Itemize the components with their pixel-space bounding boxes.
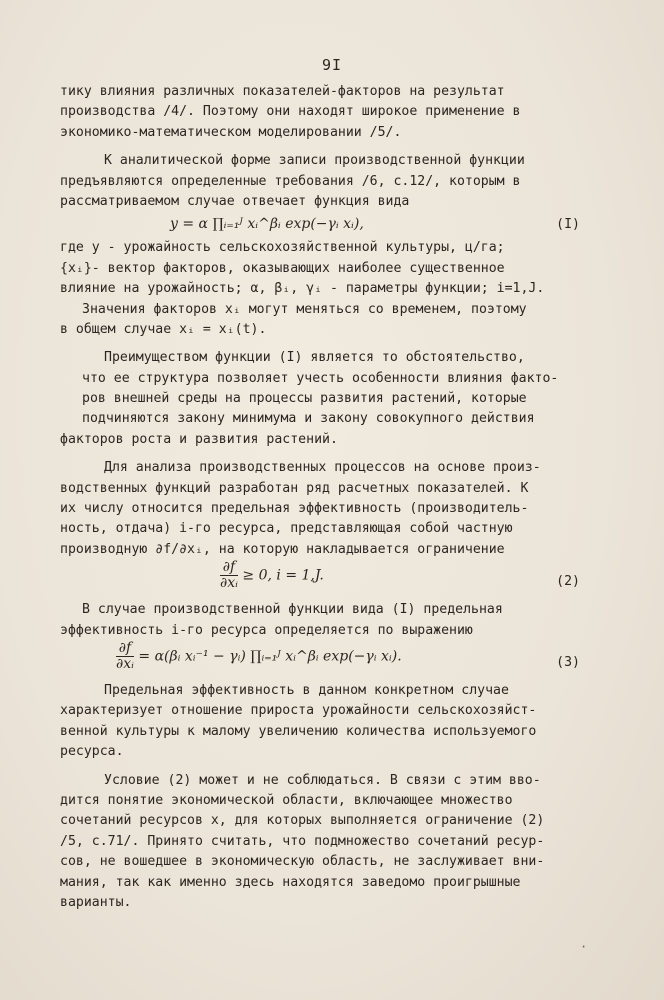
text-line: их числу относится предельная эффективность (производитель- (60, 501, 529, 517)
text-line: ность, отдача) i-го ресурса, представляющая собой частную (60, 521, 513, 537)
text-line: ров внешней среды на процессы развития растений, которые (82, 391, 527, 407)
text-line: эффективность i-го ресурса определяется по выражению (60, 622, 473, 638)
text-line: Условие (2) может и не соблюдаться. В связи с этим вво- (104, 772, 541, 788)
formula-1-expression: y = α ∏ᵢ₌₁ᴶ xᵢ^βᵢ exp(−γᵢ xᵢ), (170, 216, 364, 233)
text-line: что ее структура позволяет учесть особенности влияния факто- (82, 370, 559, 386)
text-line: в общем случае xᵢ = xᵢ(t). (60, 321, 267, 337)
formula-1 (60, 212, 580, 238)
text-line: подчиняются закону минимума и закону совокупного действия (82, 411, 535, 427)
text-line: сочетаний ресурсов x, для которых выполняется ограничение (2) (60, 813, 545, 829)
formula-2-numerator: ∂f (220, 560, 238, 576)
text-line: мания, так как именно здесь находятся заведомо проигрышные (60, 874, 521, 890)
text-line: предъявляются определенные требования /6, с.12/, которым в (60, 173, 521, 189)
text-line: где y - урожайность сельскохозяйственной культуры, ц/га; (60, 240, 505, 256)
text-line: тику влияния различных показателей-факторов на результат (60, 84, 505, 99)
text-line: В случае производственной функции вида (I) предельная (82, 602, 503, 618)
formula-2 (60, 560, 580, 600)
formula-2-number: (2) (556, 574, 580, 590)
formula-2-fraction (220, 560, 238, 591)
paper-speck: · (580, 940, 588, 954)
text-line: /5, с.71/. Принято считать, что подмножество сочетаний ресур- (60, 833, 545, 849)
text-line: влияние на урожайность; α, βᵢ, γᵢ - параметры функции; i=1,J. (60, 281, 545, 297)
formula-3-numerator: ∂f (116, 641, 134, 657)
text-line: ресурса. (60, 744, 124, 760)
formula-1-number: (I) (556, 217, 580, 233)
text-line: производства /4/. Поэтому они находят широкое применение в (60, 104, 521, 120)
text-line: дится понятие экономической области, включающее множество (60, 792, 513, 808)
text-line: Для анализа производственных процессов на основе произ- (104, 460, 541, 476)
text-line: Преимуществом функции (I) является то обстоятельство, (104, 350, 525, 366)
text-line: Значения факторов xᵢ могут меняться со временем, поэтому (82, 301, 527, 317)
text-line: водственных функций разработан ряд расчетных показателей. К (60, 480, 529, 496)
text-line: сов, не вошедшее в экономическую область, не заслуживает вни- (60, 854, 545, 870)
text-line: экономико-математическом моделировании /5/. (60, 124, 402, 140)
text-line: факторов роста и развития растений. (60, 431, 338, 447)
page-number: 9I (321, 56, 343, 74)
formula-3 (60, 641, 580, 681)
text-line: варианты. (60, 894, 132, 910)
text-line: венной культуры к малому увеличению количества используемого (60, 723, 537, 739)
formula-3-number: (3) (556, 654, 580, 670)
formula-3-rest: = α(βᵢ xᵢ⁻¹ − γᵢ) ∏ᵢ₌₁ᴶ xᵢ^βᵢ exp(−γᵢ xᵢ). (133, 648, 402, 665)
text-line: К аналитической форме записи производственной функции (104, 153, 525, 169)
formula-3-denominator: ∂xᵢ (116, 655, 134, 672)
text-line: Предельная эффективность в данном конкретном случае (104, 682, 509, 698)
text-line: характеризует отношение прироста урожайности сельскохозяйст- (60, 703, 537, 719)
text-line: рассматриваемом случае отвечает функция вида (60, 193, 410, 209)
formula-3-fraction (116, 641, 134, 672)
body-text (60, 82, 580, 913)
formula-2-rest: ≥ 0, i = 1,J. (237, 567, 324, 584)
formula-2-denominator: ∂xᵢ (220, 575, 238, 592)
text-line: производную ∂f/∂xᵢ, на которую накладывается ограничение (60, 541, 505, 557)
text-line: {xᵢ}- вектор факторов, оказывающих наиболее существенное (60, 260, 505, 276)
